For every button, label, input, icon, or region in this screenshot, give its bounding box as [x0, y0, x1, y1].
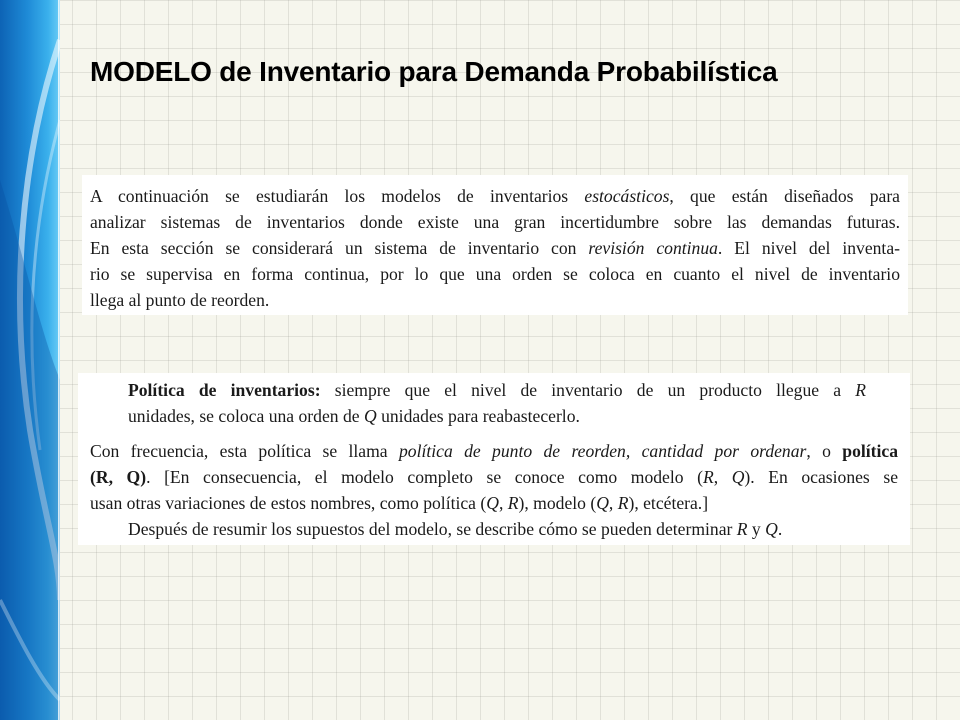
intro-line-3: En esta sección se considerará un sistema de inventario con revisión continua. El nivel del inventa-	[90, 238, 900, 258]
policy-line-1: Política de inventarios: siempre que el nivel de inventario de un producto llegue a R	[128, 380, 866, 400]
sidebar-swoosh-graphic	[0, 0, 60, 720]
intro-line-4: rio se supervisa en forma continua, por lo que una orden se coloca en cuanto el nivel de inventario	[90, 264, 900, 284]
decorative-sidebar	[0, 0, 60, 720]
policy-statement	[90, 377, 910, 429]
intro-line-2: analizar sistemas de inventarios donde existe una gran incertidumbre sobre las demandas futuras.	[90, 212, 900, 232]
explanation-line-3: usan otras variaciones de estos nombres, como política (Q, R), modelo (Q, R), etcétera.]	[90, 493, 709, 513]
explanation-line-2: (R, Q). [En consecuencia, el modelo completo se conoce como modelo (R, Q). En ocasiones se	[90, 467, 899, 487]
intro-paragraph	[82, 175, 908, 315]
slide-title: MODELO de Inventario para Demanda Probabilística	[90, 56, 778, 87]
policy-section	[78, 373, 910, 545]
policy-line-2: unidades, se coloca una orden de Q unidades para reabastecerlo.	[128, 406, 580, 426]
intro-line-5: llega al punto de reorden.	[90, 290, 270, 310]
explanation-line-4: Después de resumir los supuestos del modelo, se describe cómo se pueden determinar R y Q.	[128, 519, 783, 539]
explanation-line-1: Con frecuencia, esta política se llama política de punto de reorden, cantidad por ordenar, o política	[90, 441, 899, 461]
policy-explanation	[90, 438, 910, 542]
intro-line-1: A continuación se estudiarán los modelos de inventarios estocásticos, que están diseñados para	[90, 186, 900, 206]
